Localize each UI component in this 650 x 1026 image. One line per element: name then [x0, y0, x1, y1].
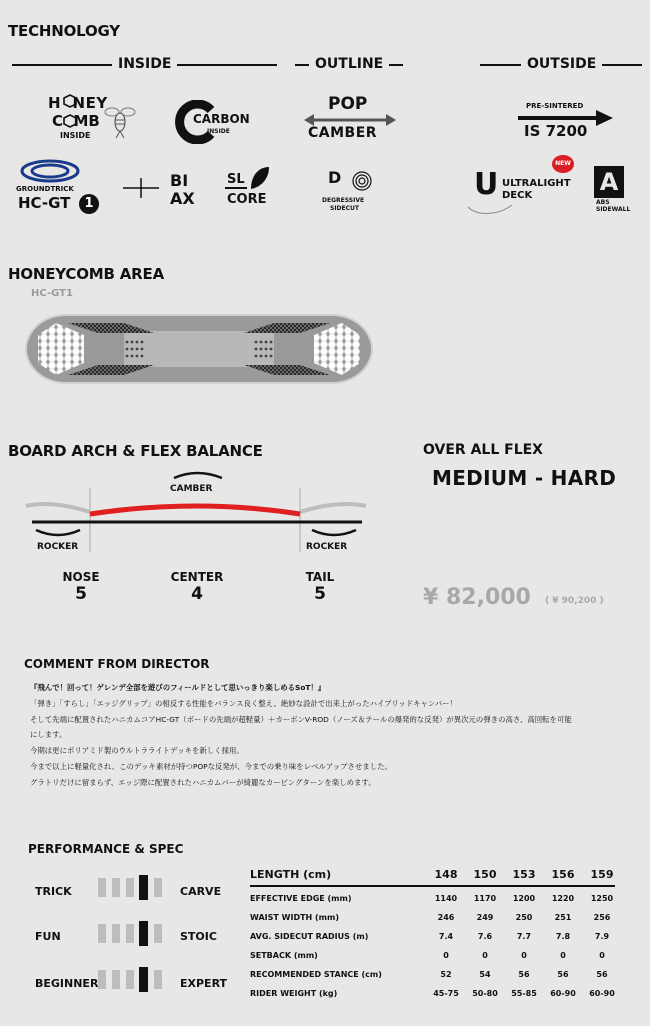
spec-cell: 0	[482, 951, 488, 960]
spec-row-label: RECOMMENDED STANCE (cm)	[250, 970, 382, 979]
spec-cell: 256	[593, 913, 611, 922]
comment-line: 今期は更にポリアミド製のウルトラライトデッキを新しく採用。	[30, 746, 244, 755]
honeycomb-text-c: C	[52, 112, 64, 130]
spec-row	[250, 985, 615, 1004]
slider-segment	[154, 924, 162, 943]
spec-row-label: SETBACK (mm)	[250, 951, 318, 960]
abs-text: ABS	[596, 199, 610, 206]
degressive-d-text: D	[328, 168, 342, 187]
spec-cell: 1140	[434, 894, 458, 903]
leaf-icon	[249, 165, 271, 191]
rocker-right-label: ROCKER	[306, 542, 348, 552]
spec-row-label: WAIST WIDTH (mm)	[250, 913, 339, 922]
flex-value: MEDIUM - HARD	[432, 466, 617, 490]
slider-segment	[126, 970, 134, 989]
flex-title: OVER ALL FLEX	[423, 442, 543, 458]
honeycomb-text-inside: INSIDE	[60, 131, 91, 140]
spec-cell: 45-75	[433, 989, 459, 998]
spec-cell: 60-90	[550, 989, 576, 998]
arch-title: BOARD ARCH & FLEX BALANCE	[8, 442, 263, 460]
carbon-logo	[175, 100, 255, 144]
spec-row-label: EFFECTIVE EDGE (mm)	[250, 894, 352, 903]
degressive-text: DEGRESSIVE	[322, 197, 365, 204]
slider-segment	[98, 924, 106, 943]
comment-line: にします。	[30, 730, 67, 739]
slider-right-label: EXPERT	[180, 977, 228, 990]
spec-cell: 1220	[551, 894, 575, 903]
spec-size: 153	[512, 868, 536, 881]
spec-cell: 246	[437, 913, 455, 922]
inside-label: INSIDE	[112, 56, 177, 72]
spec-row	[250, 966, 615, 985]
slider-segment	[112, 924, 120, 943]
carbon-text: CARBON	[193, 112, 250, 126]
slider-marker	[139, 875, 148, 900]
center-value: 4	[191, 584, 203, 604]
slider-marker	[139, 921, 148, 946]
slcore-divider	[225, 187, 247, 189]
slcore-text-core: CORE	[227, 192, 267, 207]
spec-header-label: LENGTH (cm)	[250, 868, 332, 881]
degressive-logo	[318, 170, 388, 218]
spec-size: 150	[473, 868, 497, 881]
spec-cell: 7.8	[555, 932, 571, 941]
ultralight-u-text: U	[474, 167, 499, 202]
spec-cell: 0	[560, 951, 566, 960]
rocker-left-label: ROCKER	[37, 542, 79, 552]
sidecut-text: SIDECUT	[330, 205, 360, 212]
nose-flex	[56, 570, 106, 604]
spec-cell: 54	[479, 970, 491, 979]
biax-text-bi: BI	[170, 171, 189, 190]
price-tax: ( ¥ 90,200 )	[545, 596, 604, 606]
spec-cell: 55-85	[511, 989, 537, 998]
biax-logo	[170, 172, 195, 207]
performance-title: PERFORMANCE & SPEC	[28, 842, 184, 856]
nose-label: NOSE	[62, 570, 100, 584]
spec-cell: 0	[599, 951, 605, 960]
technology-title: TECHNOLOGY	[8, 22, 120, 40]
spec-size: 159	[590, 868, 614, 881]
spec-cell: 7.7	[516, 932, 532, 941]
comment-line: そして先端に配置されたハニカムコアHC-GT（ボードの先端が超軽量）＋カーボンV-ROD（ノーズ＆テールの爆発的な反発）が異次元の弾きの高さ、高回転を可能	[30, 715, 572, 724]
slider-segment	[154, 970, 162, 989]
board-top-view	[24, 313, 374, 385]
honeycomb-logo	[40, 92, 140, 148]
camber-label: CAMBER	[170, 484, 213, 494]
camber-logo-text: CAMBER	[308, 125, 378, 141]
slider-right-label: CARVE	[180, 885, 222, 898]
hcgt-number-badge: 1	[79, 194, 99, 214]
ultralight-logo	[466, 155, 581, 220]
plus-icon	[123, 178, 159, 198]
pop-text: POP	[328, 94, 368, 114]
comment-line: 「弾き」「すらし」「エッジグリップ」の相反する性能をバランス良く整え、絶妙な設計で出来上がったハイブリッドキャンバー！	[30, 699, 457, 708]
groundtrick-text: GROUNDTRICK	[16, 185, 74, 193]
new-badge: NEW	[552, 155, 574, 173]
tail-value: 5	[314, 584, 326, 604]
slider-segment	[98, 970, 106, 989]
pop-camber-logo	[304, 96, 396, 144]
presintered-logo	[518, 100, 613, 144]
slcore-logo	[225, 165, 275, 215]
spec-cell: 251	[554, 913, 572, 922]
spec-cell: 0	[521, 951, 527, 960]
honeycomb-area-subtitle: HC-GT1	[31, 288, 73, 299]
abs-logo	[592, 166, 640, 216]
spec-row	[250, 947, 615, 966]
spec-cell: 7.4	[438, 932, 454, 941]
center-label: CENTER	[170, 570, 224, 584]
comment-line: グラトリだけに留まらず、エッジ際に配置されたハニカムバーが綺麗なカービングターンを楽しめます。	[30, 778, 376, 787]
slider-left-label: TRICK	[35, 885, 72, 898]
spec-row-label: RIDER WEIGHT (kg)	[250, 989, 338, 998]
deck-text: DECK	[502, 190, 533, 201]
groundtrick-logo	[12, 158, 107, 218]
biax-text-ax: AX	[170, 188, 195, 208]
spec-size: 156	[551, 868, 575, 881]
tail-flex	[295, 570, 345, 604]
honeycomb-text-mb: MB	[73, 112, 100, 130]
spec-cell: 1250	[590, 894, 614, 903]
comment-line: 今まで以上に軽量化され、このデッキ素材が持つPOPな反発が、今までの乗り味をレベルアップさせました。	[30, 762, 392, 771]
spec-cell: 50-80	[472, 989, 498, 998]
spec-cell: 249	[476, 913, 494, 922]
ultralight-text: ULTRALIGHT	[502, 178, 571, 189]
spec-row-label: AVG. SIDECUT RADIUS (m)	[250, 932, 369, 941]
slider-segment	[126, 924, 134, 943]
groundtrick-swoosh-icon	[20, 158, 80, 184]
sidewall-text: SIDEWALL	[596, 206, 631, 213]
spec-cell: 56	[557, 970, 569, 979]
spec-cell: 52	[440, 970, 452, 979]
slider-segment	[112, 970, 120, 989]
slider-marker	[139, 967, 148, 992]
carbon-inside-text: INSIDE	[207, 128, 230, 135]
presintered-text: PRE-SINTERED	[526, 102, 584, 110]
spec-header-row	[250, 868, 615, 886]
is7200-text: IS 7200	[524, 122, 588, 140]
comment-title: COMMENT FROM DIRECTOR	[24, 657, 210, 671]
spec-cell: 1170	[473, 894, 497, 903]
spec-cell: 7.9	[594, 932, 610, 941]
slider-left-label: BEGINNER	[35, 977, 99, 990]
spec-cell: 56	[596, 970, 608, 979]
spec-cell: 7.6	[477, 932, 493, 941]
spec-cell: 1200	[512, 894, 536, 903]
spec-cell: 250	[515, 913, 533, 922]
spec-row	[250, 909, 615, 928]
spec-cell: 0	[443, 951, 449, 960]
outline-label: OUTLINE	[309, 56, 389, 72]
spec-cell: 60-90	[589, 989, 615, 998]
slider-segment	[98, 878, 106, 897]
center-flex	[162, 570, 232, 604]
spec-cell: 56	[518, 970, 530, 979]
slider-left-label: FUN	[35, 930, 61, 943]
spec-row	[250, 890, 615, 909]
nose-value: 5	[75, 584, 87, 604]
comment-line: 『飛んで！回って！ゲレンデ全部を遊びのフィールドとして思いっきり楽しめるSoT！』	[30, 683, 326, 692]
abs-a-icon: A	[594, 166, 624, 198]
spec-size: 148	[434, 868, 458, 881]
tail-label: TAIL	[305, 570, 335, 584]
sidecut-circles-icon	[350, 170, 374, 192]
spec-header-divider	[250, 885, 615, 887]
hcgt-text: HC-GT	[18, 194, 71, 212]
slcore-text-sl: SL	[227, 172, 245, 187]
spec-row	[250, 928, 615, 947]
outside-label: OUTSIDE	[521, 56, 602, 72]
slider-right-label: STOIC	[180, 930, 217, 943]
slider-segment	[112, 878, 120, 897]
slider-segment	[126, 878, 134, 897]
honeycomb-text-ney: NEY	[72, 94, 108, 112]
slider-segment	[154, 878, 162, 897]
price-main: ¥ 82,000	[423, 585, 531, 610]
honeycomb-area-title: HONEYCOMB AREA	[8, 265, 164, 283]
honeycomb-text-h: H	[48, 94, 62, 112]
